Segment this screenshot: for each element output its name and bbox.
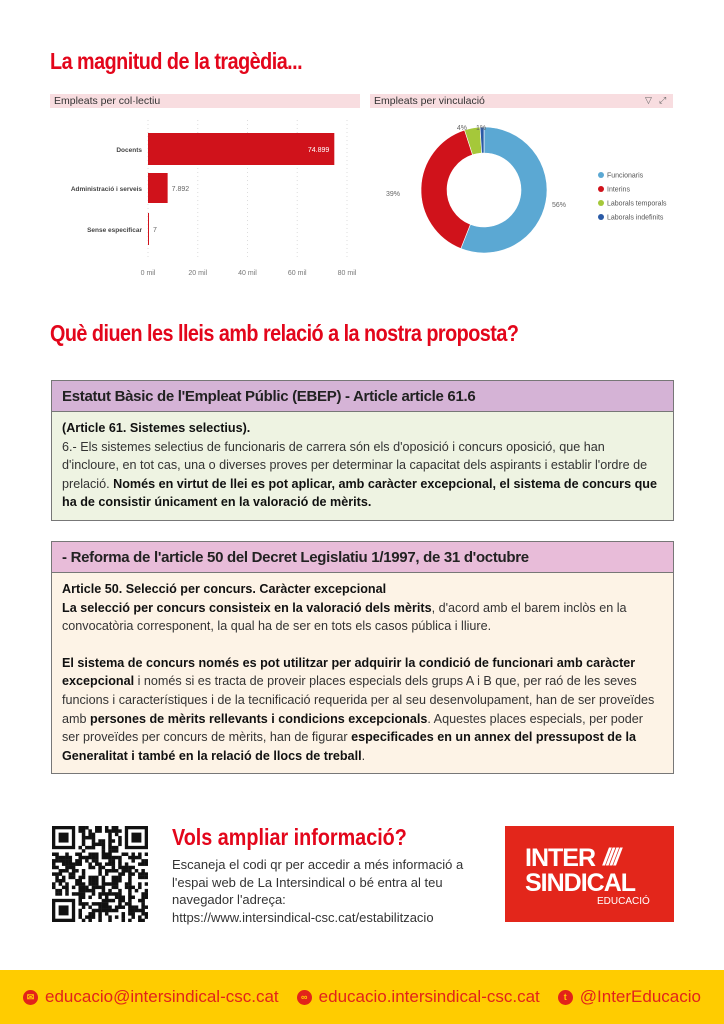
info-heading: Vols ampliar informació? [172,824,407,850]
category-label: Docents [116,147,142,154]
data-label: 74.899 [307,147,330,154]
donut-chart [370,110,680,280]
x-tick-label: 0 mil [140,270,156,277]
decree-paragraph-1 [62,599,663,636]
x-tick-label: 40 mil [238,270,257,277]
section-title-magnitude: La magnitud de la tragèdia... [50,48,303,74]
category-label: Sense especificar [87,227,142,234]
x-tick-label: 60 mil [287,270,307,277]
legend-label: Interins [607,186,630,194]
text-bold: especificades en un annex del pressupost de la Generalitat i també en la relació de llocs de treball [62,730,636,763]
footer-twitter-link[interactable]: @InterEducacio [579,987,701,1006]
text-bold: El sistema de concurs només es pot utilitzar per adquirir la condició de funcionari amb caràcter excepcional [62,655,636,689]
slice-label: 1% [476,125,487,132]
twitter-icon: t [558,990,573,1005]
ebep-header: Estatut Bàsic de l'Empleat Públic (EBEP) - Article article 61.6 [52,381,673,412]
x-tick-label: 20 mil [188,270,208,277]
info-text: Escaneja el codi qr per accedir a més informació a l'espai web de La Intersindical o bé entra al teu navegador l'adreça: [172,857,464,907]
text: . Aquestes places especials, per poder ser proveïdes per concurs de mèrits, han de figurar [62,711,643,745]
text-bold: persones de mèrits rellevants i condicions excepcionals [90,711,428,726]
footer-email-link[interactable]: educacio@intersindical-csc.cat [45,987,279,1006]
legend-marker [598,186,604,192]
legend-marker [598,214,604,220]
donut-chart-title: Empleats per vinculació [370,94,673,108]
section-title-laws: Què diuen les lleis amb relació a la nostra proposta? [50,320,519,346]
bar-chart-title: Empleats per col·lectiu [50,94,360,108]
text: , d'acord amb el barem inclòs en la convocatòria corresponent, la qual ha de ser en tots els casos pública i lliure. [62,600,627,634]
decree-subtitle: Article 50. Selecció per concurs. Caràcter excepcional [62,582,387,596]
legend-label: Laborals temporals [607,200,667,208]
legend-label: Laborals indefinits [607,214,664,222]
text-bold: La selecció per concurs consisteix en la valoració dels mèrits [62,600,432,615]
bar-chart [50,110,365,282]
decree-box [51,541,674,774]
info-url-link[interactable]: https://www.intersindical-csc.cat/estabilitzacio [172,909,434,925]
legend-marker [598,172,604,178]
logo-text: SINDICAL [525,869,636,897]
donut-slice[interactable] [421,130,473,248]
expand-icon[interactable]: ⤢ [659,95,667,105]
link-icon: ∞ [297,990,312,1005]
ebep-subtitle: (Article 61. Sistemes selectius). [62,421,251,435]
text: i només si es tracta de proveir places especials dels grups A i B que, per raó de les seves funcions i característiques i de la tecnificació requerida per al seu desenvolupament, han de ser proveïdes amb [62,674,655,726]
footer [0,970,724,1024]
logo-subtext: EDUCACIÓ [597,896,650,907]
filter-icon[interactable]: ▽ [645,95,652,105]
ebep-box [51,380,674,521]
intersindical-logo [505,826,674,922]
slice-label: 39% [385,191,400,198]
decree-header: - Reforma de l'article 50 del Decret Legislatiu 1/1997, de 31 d'octubre [52,542,673,573]
qr-code[interactable] [52,826,148,922]
logo-slashes: //// [603,844,618,871]
mail-icon: ✉ [23,990,38,1005]
ebep-text: 6.- Els sistemes selectius de funcionaris de carrera són els d'oposició i concurs oposició, que han d'incloure, en tot cas, una o diverses proves per determinar la capacitat dels aspirants i establir l'ordre de prelació. [62,439,648,491]
decree-paragraph-2 [62,654,663,766]
logo-text: INTER [525,844,595,872]
x-tick-label: 80 mil [337,270,357,277]
category-label: Administració i serveis [70,186,142,193]
data-label: 7 [153,227,157,234]
slice-label: 56% [552,202,567,209]
bar[interactable] [148,133,334,165]
data-label: 7.892 [171,186,190,193]
bar[interactable] [148,173,168,203]
legend-marker [598,200,604,206]
slice-label: 4% [456,125,467,132]
text: . [361,748,366,763]
footer-web-link[interactable]: educacio.intersindical-csc.cat [318,987,540,1006]
bar[interactable] [148,213,149,245]
ebep-text-bold: Només en virtut de llei es pot aplicar, amb caràcter excepcional, el sistema de concurs que ha de consistir únicament en la valoració de mèrits. [62,476,657,510]
legend-label: Funcionaris [607,172,644,180]
